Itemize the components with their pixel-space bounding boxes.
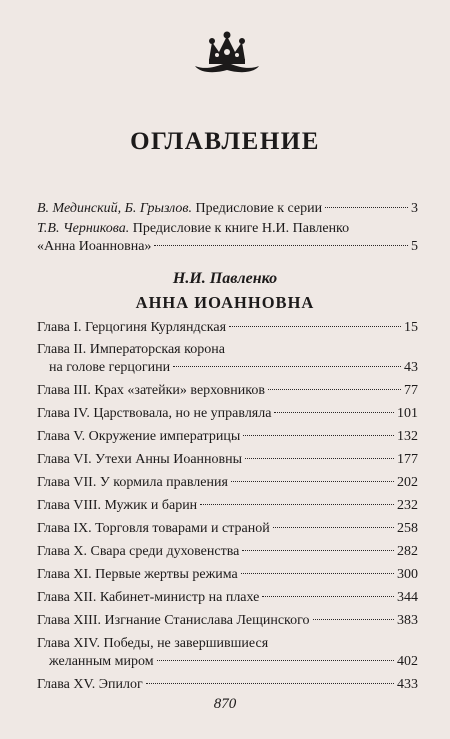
page-number: 870 [213,696,237,712]
chapter-label: Глава VIII. Мужик и барин [37,498,198,513]
chapter-entry[interactable] [37,497,418,515]
dot-leader [157,660,394,661]
chapter-label: Глава XIV. Победы, не завершившиеся [37,636,269,651]
chapter-label-continuation: желанным миром [49,654,154,669]
chapter-page: 177 [397,452,418,467]
entry-author: В. Мединский, Б. Грызлов. [37,201,192,216]
chapter-label: Глава I. Герцогиня Курляндская [37,320,227,335]
dot-leader [242,550,394,551]
toc-title: ОГЛАВЛЕНИЕ [130,128,320,155]
chapter-label: Глава II. Императорская корона [37,342,225,357]
chapter-label: Глава V. Окружение императрицы [37,429,241,444]
crown-ornament-icon [193,30,261,76]
chapter-page: 132 [397,429,418,444]
entry-page: 5 [411,239,418,254]
chapter-page: 43 [404,360,418,375]
dot-leader [241,573,394,574]
dot-leader [200,504,394,505]
chapter-label: Глава VII. У кормила правления [37,475,228,490]
chapter-entry[interactable] [37,589,418,607]
chapter-entry[interactable] [37,676,418,694]
chapter-entry[interactable] [37,520,418,538]
dot-leader [313,619,394,620]
chapter-entry[interactable] [37,635,418,671]
dot-leader [268,389,401,390]
dot-leader [274,412,394,413]
dot-leader [245,458,394,459]
chapter-entry[interactable] [37,382,418,400]
chapter-page: 202 [397,475,418,490]
chapter-label: Глава III. Крах «затейки» верховников [37,383,265,398]
chapter-label: Глава XII. Кабинет-министр на плахе [37,590,260,605]
book-title: АННА ИОАННОВНА [135,293,315,312]
entry-title: Предисловие к серии [195,201,323,216]
dot-leader [262,596,394,597]
toc-entry-series-preface[interactable] [37,200,418,218]
dot-leader [229,326,401,327]
chapter-entry[interactable] [37,474,418,492]
dot-leader [154,245,408,246]
chapter-label: Глава IX. Торговля товарами и страной [37,521,270,536]
chapter-page: 383 [397,613,418,628]
toc-entry-book-preface[interactable] [37,220,418,256]
chapter-entry[interactable] [37,612,418,630]
chapter-page: 282 [397,544,418,559]
book-author: Н.И. Павленко [172,270,278,287]
dot-leader [243,435,394,436]
chapter-label: Глава X. Свара среди духовенства [37,544,240,559]
entry-author: Т.В. Черникова. [37,221,130,236]
chapter-page: 402 [397,654,418,669]
dot-leader [231,481,394,482]
chapter-page: 258 [397,521,418,536]
chapter-page: 101 [397,406,418,421]
chapter-entry[interactable] [37,319,418,337]
dot-leader [273,527,394,528]
dot-leader [173,366,401,367]
chapter-label: Глава XI. Первые жертвы режима [37,567,238,582]
chapter-page: 344 [397,590,418,605]
chapter-label-continuation: на голове герцогини [49,360,171,375]
chapter-entry[interactable] [37,451,418,469]
chapter-page: 15 [404,320,418,335]
chapter-label: Глава VI. Утехи Анны Иоанновны [37,452,243,467]
chapter-page: 433 [397,677,418,692]
dot-leader [325,207,408,208]
entry-page: 3 [411,201,418,216]
chapter-entry[interactable] [37,566,418,584]
chapter-page: 232 [397,498,418,513]
entry-title-continuation: «Анна Иоанновна» [37,239,152,254]
chapter-entry[interactable] [37,543,418,561]
entry-title: Предисловие к книге Н.И. Павленко [132,221,350,236]
chapter-page: 77 [404,383,418,398]
chapter-label: Глава XV. Эпилог [37,677,143,692]
chapter-entry[interactable] [37,428,418,446]
chapter-label: Глава IV. Царствовала, но не управляла [37,406,272,421]
chapter-entry[interactable] [37,405,418,423]
chapter-label: Глава XIII. Изгнание Станислава Лещинского [37,613,310,628]
chapter-page: 300 [397,567,418,582]
dot-leader [146,683,394,684]
chapter-entry[interactable] [37,341,418,377]
